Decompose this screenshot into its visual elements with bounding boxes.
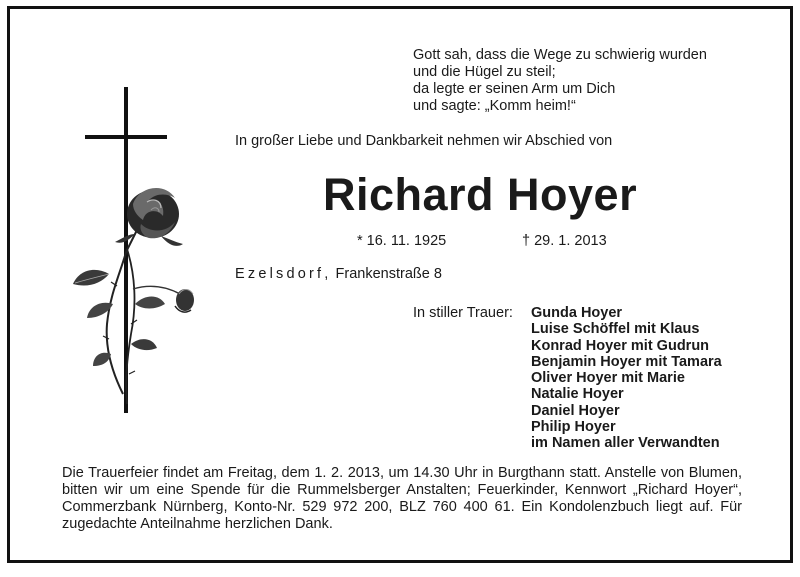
rose-icon [73, 188, 194, 404]
address [235, 266, 442, 282]
mourner-name: Philip Hoyer [531, 419, 616, 436]
mourning-label: In stiller Trauer: [413, 305, 513, 321]
poem-line: und sagte: „Komm heim!“ [413, 98, 576, 114]
cross-rose-illustration [65, 74, 205, 419]
poem-line: Gott sah, dass die Wege zu schwierig wurden [413, 47, 707, 63]
deceased-name: Richard Hoyer [323, 169, 638, 220]
poem-line: da legte er seinen Arm um Dich [413, 81, 616, 97]
mourner-name: im Namen aller Verwandten [531, 435, 720, 452]
funeral-info: Die Trauerfeier findet am Freitag, dem 1. 2. 2013, um 14.30 Uhr in Burgthann statt. Anstelle von Blumen, bitten wir um eine Spende für die Rummelsberger Anstalten; Feuerkinder, Kennwort „Richard Hoyer“, Commerzbank Nürnberg, Konto-Nr. 529 972 200, BLZ 760 400 61. Ein Kondolenzbuch liegt auf. Für zugedachte Anteilnahme herzlichen Dank. [62, 465, 742, 532]
death-date: † 29. 1. 2013 [522, 233, 607, 249]
obituary-card [7, 6, 793, 563]
mourners-list [531, 305, 722, 452]
intro-text: In großer Liebe und Dankbarkeit nehmen wir Abschied von [235, 133, 613, 149]
address-street: Frankenstraße 8 [331, 266, 442, 282]
mourner-name: Luise Schöffel mit Klaus [531, 321, 700, 338]
mourner-name: Daniel Hoyer [531, 402, 620, 419]
mourner-name: Natalie Hoyer [531, 386, 624, 403]
birth-date: * 16. 11. 1925 [357, 233, 447, 249]
address-place: Ezelsdorf, [235, 266, 332, 282]
poem-line: und die Hügel zu steil; [413, 64, 556, 80]
mourner-name: Oliver Hoyer mit Marie [531, 370, 685, 387]
mourner-name: Konrad Hoyer mit Gudrun [531, 337, 710, 354]
mourner-name: Benjamin Hoyer mit Tamara [531, 353, 722, 370]
poem [413, 47, 707, 115]
mourner-name: Gunda Hoyer [531, 305, 623, 321]
